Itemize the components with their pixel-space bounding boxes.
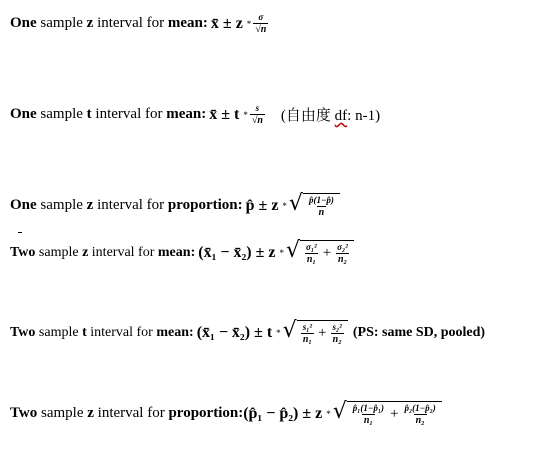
label-word: mean xyxy=(167,15,203,31)
label-word: Two xyxy=(10,405,38,421)
fraction-numerator: p̂(1−p̂) xyxy=(308,195,334,205)
label-colon: : xyxy=(189,324,194,340)
fraction-numerator: s₂² xyxy=(332,322,342,332)
radicand xyxy=(347,401,442,426)
label-word: sample xyxy=(38,244,79,260)
fraction-denominator: n₁ xyxy=(363,415,373,426)
label-word: sample xyxy=(40,405,84,421)
formula-two-sample-z-proportion xyxy=(10,401,442,426)
plus-sign: + xyxy=(322,245,332,261)
label-word: Two xyxy=(10,244,36,260)
radical-sign-icon: √ xyxy=(285,238,301,263)
label-word: interval for xyxy=(95,106,163,122)
radical-sign-icon: √ xyxy=(288,191,303,216)
label-colon: : xyxy=(201,106,207,122)
fraction xyxy=(250,103,265,126)
star-superscript: * xyxy=(326,408,331,419)
label-word: sample xyxy=(40,106,83,122)
label-word: sample xyxy=(40,15,83,31)
label-word: sample xyxy=(38,324,79,340)
label-word: interval for xyxy=(97,405,165,421)
radical-sign-icon: √ xyxy=(332,399,347,424)
stray-mark xyxy=(18,232,22,233)
radicand xyxy=(300,240,354,265)
fraction-numerator: p̂₂(1−p̂₂) xyxy=(404,403,436,413)
radicand xyxy=(297,320,348,345)
label-colon: : xyxy=(202,15,208,31)
formula-label xyxy=(10,245,195,261)
star-superscript: * xyxy=(276,327,281,338)
label-word: z xyxy=(87,405,94,421)
fraction-denominator: n₂ xyxy=(332,334,342,345)
star-superscript: * xyxy=(243,109,248,120)
fraction xyxy=(307,195,336,218)
formula-expression: x̄ ± z xyxy=(210,14,243,32)
fraction xyxy=(301,322,314,345)
fraction-denominator: n xyxy=(318,207,325,218)
label-colon: : xyxy=(237,197,243,213)
label-word: interval for xyxy=(97,197,165,213)
fraction-numerator: s xyxy=(255,103,260,113)
label-colon: : xyxy=(190,244,196,260)
fraction-denominator: n₂ xyxy=(415,415,425,426)
label-word: proportion xyxy=(168,405,239,421)
fraction-numerator: σ xyxy=(258,12,264,22)
fraction xyxy=(351,403,386,426)
label-word: z xyxy=(82,244,89,260)
fraction xyxy=(331,322,344,345)
label-colon: : xyxy=(238,405,244,421)
fraction xyxy=(402,403,437,426)
label-word: sample xyxy=(40,197,83,213)
star-superscript: * xyxy=(282,200,287,211)
fraction-denominator: n₁ xyxy=(306,254,316,265)
star-superscript: * xyxy=(246,18,252,29)
label-word: proportion xyxy=(167,197,238,213)
formula-label xyxy=(10,15,208,32)
fraction-denominator: n₁ xyxy=(302,334,312,345)
formula-expression: x̄ ± t xyxy=(209,105,240,123)
formula-two-sample-t-mean xyxy=(10,320,485,345)
square-root xyxy=(283,320,348,345)
label-word: One xyxy=(10,197,37,213)
degrees-of-freedom-note xyxy=(281,104,380,125)
fraction xyxy=(335,242,350,265)
pooled-note: (PS: same SD, pooled) xyxy=(352,324,486,340)
formula-expression: (x̄₁ − x̄₂) ± z xyxy=(198,243,276,261)
label-word: z xyxy=(86,15,94,31)
label-word: interval for xyxy=(91,244,155,260)
fraction-denominator: √n xyxy=(251,115,263,126)
label-word: mean xyxy=(166,106,202,122)
fraction xyxy=(304,242,319,265)
formula-two-sample-z-mean xyxy=(10,240,354,265)
label-word: mean xyxy=(157,244,191,260)
note-df: df xyxy=(334,108,348,124)
label-word: interval for xyxy=(97,15,165,31)
formula-expression: p̂ ± z xyxy=(245,196,279,214)
fraction xyxy=(253,12,268,35)
label-word: One xyxy=(10,106,37,122)
radical-sign-icon: √ xyxy=(282,318,297,343)
fraction-numerator: σ₂² xyxy=(337,242,348,252)
note-suffix: : n-1) xyxy=(347,108,381,124)
plus-sign: + xyxy=(318,325,327,341)
square-root xyxy=(289,193,340,218)
formula-one-sample-t-mean xyxy=(10,103,380,126)
fraction-denominator: √n xyxy=(255,24,267,35)
formula-one-sample-z-proportion xyxy=(10,193,340,218)
plus-sign: + xyxy=(390,406,399,422)
label-word: t xyxy=(86,106,92,122)
label-word: mean xyxy=(156,324,190,340)
formula-expression: (x̄₁ − x̄₂) ± t xyxy=(196,323,273,341)
formula-label xyxy=(10,197,243,214)
radicand xyxy=(303,193,340,218)
formula-label xyxy=(10,405,243,422)
fraction-numerator: p̂₁(1−p̂₁) xyxy=(352,403,385,413)
label-word: z xyxy=(86,197,94,213)
star-superscript: * xyxy=(279,247,284,258)
label-word: t xyxy=(82,324,87,340)
label-word: One xyxy=(10,15,37,31)
label-word: interval for xyxy=(90,324,153,340)
note-prefix: (自由度 xyxy=(280,108,335,124)
fraction-denominator: n₂ xyxy=(337,254,348,265)
fraction-numerator: σ₁² xyxy=(306,242,317,252)
fraction-numerator: s₁² xyxy=(302,322,313,332)
label-word: Two xyxy=(10,324,36,340)
formula-expression: (p̂₁ − p̂₂) ± z xyxy=(243,404,323,422)
square-root xyxy=(333,401,442,426)
square-root xyxy=(286,240,354,265)
formula-label xyxy=(10,106,206,123)
formula-label xyxy=(10,325,194,341)
formula-one-sample-z-mean xyxy=(10,12,270,35)
